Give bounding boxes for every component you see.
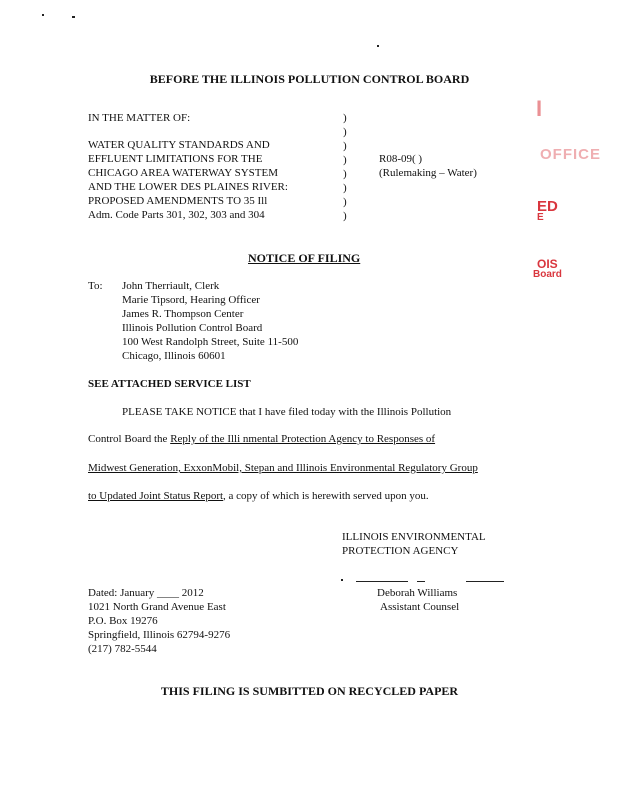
caption-paren: ): [343, 182, 347, 194]
agency-name: ILLINOIS ENVIRONMENTAL: [342, 531, 486, 543]
stamp-fragment: OFFICE: [540, 146, 601, 163]
scan-speck: [341, 579, 343, 581]
stamp-fragment: OIS: [537, 257, 558, 271]
notice-title: NOTICE OF FILING: [248, 251, 361, 265]
document-title-link: Reply of the Illi nmental Protection Agency to Responses of: [170, 433, 436, 445]
recipient-line: James R. Thompson Center: [122, 308, 244, 320]
dated-line: Dated: January ____ 2012: [88, 587, 204, 599]
caption-line: WATER QUALITY STANDARDS AND: [88, 139, 270, 151]
recycled-paper-notice: THIS FILING IS SUMBITTED ON RECYCLED PAPER: [160, 684, 459, 698]
notice-body-line: [88, 432, 435, 446]
agency-name: PROTECTION AGENCY: [342, 545, 459, 557]
caption-line: AND THE LOWER DES PLAINES RIVER:: [88, 181, 288, 193]
recipient-line: 100 West Randolph Street, Suite 11-500: [122, 336, 299, 348]
stamp-fragment: Board: [533, 269, 562, 280]
docket-number: R08-09( ): [379, 153, 423, 165]
scan-speck: [42, 14, 44, 16]
caption-paren: ): [343, 168, 347, 180]
board-title: BEFORE THE ILLINOIS POLLUTION CONTROL BOARD: [149, 72, 470, 86]
caption-matter: IN THE MATTER OF:: [88, 112, 191, 124]
stamp-fragment: ED: [537, 198, 558, 215]
to-label: To:: [88, 280, 103, 292]
caption-paren: ): [343, 210, 347, 222]
notice-body-line: PLEASE TAKE NOTICE that I have filed today with the Illinois Pollution: [122, 406, 452, 418]
notice-body-line: [88, 489, 429, 503]
scan-speck: [72, 16, 75, 18]
signature-line: [356, 581, 408, 582]
document-title-link: Midwest Generation, ExxonMobil, Stepan and Illinois Environmental Regulatory Group: [88, 462, 478, 474]
stamp-fragment: I: [536, 96, 543, 121]
docket-type: (Rulemaking – Water): [379, 167, 477, 179]
caption-line: CHICAGO AREA WATERWAY SYSTEM: [88, 167, 278, 179]
service-list-heading: SEE ATTACHED SERVICE LIST: [88, 378, 251, 390]
signer-title: Assistant Counsel: [380, 601, 460, 613]
address-line: (217) 782-5544: [88, 643, 157, 655]
recipient-line: Chicago, Illinois 60601: [122, 350, 226, 362]
document-title-link: to Updated Joint Status Report: [88, 490, 224, 502]
caption-paren: ): [343, 140, 347, 152]
caption-line: EFFLUENT LIMITATIONS FOR THE: [88, 153, 263, 165]
address-line: 1021 North Grand Avenue East: [88, 601, 226, 613]
address-line: Springfield, Illinois 62794-9276: [88, 629, 231, 641]
notice-body-text: Control Board the: [88, 433, 171, 445]
scan-speck: [377, 45, 379, 47]
recipient-line: Illinois Pollution Control Board: [122, 322, 263, 334]
caption-paren: ): [343, 154, 347, 166]
signature-line: [466, 581, 504, 582]
signer-name: Deborah Williams: [377, 587, 458, 599]
address-line: P.O. Box 19276: [88, 615, 158, 627]
caption-paren: ): [343, 112, 347, 124]
caption-line: Adm. Code Parts 301, 302, 303 and 304: [88, 209, 265, 221]
recipient-line: John Therriault, Clerk: [122, 280, 220, 292]
notice-body-text: , a copy of which is herewith served upon you.: [223, 490, 429, 502]
stamp-fragment: E: [537, 212, 544, 223]
recipient-line: Marie Tipsord, Hearing Officer: [122, 294, 260, 306]
caption-paren: ): [343, 196, 347, 208]
signature-line: [417, 581, 425, 582]
caption-paren: ): [343, 126, 347, 138]
caption-line: PROPOSED AMENDMENTS TO 35 Ill: [88, 195, 268, 207]
